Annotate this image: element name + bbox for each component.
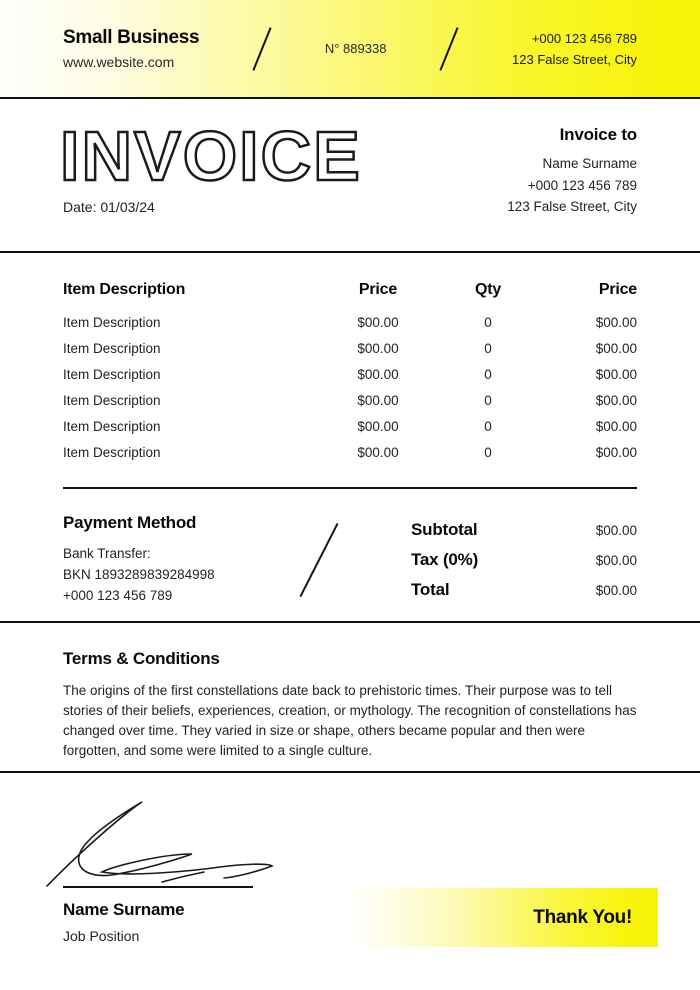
- column-header-total: Price: [598, 281, 637, 298]
- header-divider-slash-1: [253, 27, 272, 70]
- item-description-cell: Item Description: [63, 392, 161, 408]
- item-description-cell: Item Description: [63, 366, 161, 382]
- item-total-cell: $00.00: [595, 444, 637, 460]
- total-row: [411, 575, 637, 605]
- signatory-title: Job Position: [63, 928, 140, 944]
- item-description-cell: Item Description: [63, 314, 161, 330]
- invoice-date: Date: 01/03/24: [63, 199, 155, 215]
- column-header-qty: Qty: [474, 281, 502, 298]
- item-price-cell: $00.00: [357, 444, 399, 460]
- recipient-name: Name Surname: [542, 156, 637, 171]
- page-title: INVOICE: [60, 117, 362, 195]
- tax-row: [411, 545, 637, 575]
- payment-line: Bank Transfer:: [63, 546, 151, 561]
- header: [0, 0, 700, 99]
- item-qty-cell: 0: [484, 314, 492, 330]
- payment-method-heading: Payment Method: [63, 513, 197, 532]
- signatory-name: Name Surname: [63, 900, 185, 919]
- item-qty-cell: 0: [484, 444, 492, 460]
- recipient-phone: +000 123 456 789: [527, 177, 637, 193]
- signature-underline: [63, 886, 253, 888]
- company-block: [63, 27, 199, 70]
- payment-line: +000 123 456 789: [63, 588, 173, 603]
- item-qty-cell: 0: [484, 392, 492, 408]
- item-total-cell: $00.00: [595, 314, 637, 330]
- invoice-to-block: [507, 125, 637, 218]
- items-section: [0, 253, 700, 623]
- item-qty-cell: 0: [484, 418, 492, 434]
- thank-you-banner: [350, 888, 658, 947]
- tax-label: Tax (0%): [411, 550, 479, 569]
- items-table-header: [63, 277, 637, 303]
- table-row: [63, 309, 637, 335]
- table-row: [63, 361, 637, 387]
- signature-icon: [42, 793, 282, 893]
- invoice-to-label: Invoice to: [559, 125, 637, 144]
- subtotal-label: Subtotal: [411, 520, 478, 539]
- subtotal-row: [411, 515, 637, 545]
- item-total-cell: $00.00: [595, 418, 637, 434]
- item-price-cell: $00.00: [357, 340, 399, 356]
- item-price-cell: $00.00: [357, 392, 399, 408]
- footer: [0, 773, 700, 988]
- item-total-cell: $00.00: [595, 366, 637, 382]
- invoice-number: N° 889338: [324, 41, 387, 56]
- payment-line: BKN 1893289839284998: [63, 567, 215, 582]
- table-row: [63, 387, 637, 413]
- company-phone: +000 123 456 789: [531, 30, 638, 46]
- item-total-cell: $00.00: [595, 340, 637, 356]
- company-website: www.website.com: [63, 54, 175, 70]
- payment-and-totals: [63, 513, 637, 606]
- item-price-cell: $00.00: [357, 314, 399, 330]
- recipient-address: 123 False Street, City: [507, 199, 637, 214]
- terms-heading: Terms & Conditions: [63, 649, 220, 668]
- table-row: [63, 439, 637, 465]
- table-row: [63, 413, 637, 439]
- thank-you-text: Thank You!: [533, 906, 632, 928]
- company-name: Small Business: [63, 27, 200, 48]
- title-section: [0, 99, 700, 253]
- terms-body: The origins of the first constellations date back to prehistoric times. Their purpose was to tell stories of their beliefs, experiences, creation, or mythology. The recognition of constellations has changed over time. They varied in size or shape, others became popular and then were forgotten, and some were limited to a single culture.: [63, 683, 637, 758]
- items-body: [0, 309, 700, 465]
- terms-section: [0, 623, 700, 773]
- table-row: [63, 335, 637, 361]
- item-description-cell: Item Description: [63, 418, 161, 434]
- subtotal-value: $00.00: [595, 522, 637, 538]
- company-address: 123 False Street, City: [512, 51, 638, 67]
- item-price-cell: $00.00: [357, 366, 399, 382]
- item-description-cell: Item Description: [63, 340, 161, 356]
- totals-block: [411, 513, 637, 606]
- item-qty-cell: 0: [484, 366, 492, 382]
- tax-value: $00.00: [595, 552, 637, 568]
- item-description-cell: Item Description: [63, 444, 161, 460]
- header-divider-slash-2: [440, 27, 459, 70]
- payment-method-block: [63, 513, 313, 606]
- table-bottom-divider: [63, 487, 637, 489]
- column-header-price: Price: [358, 281, 398, 298]
- item-qty-cell: 0: [484, 340, 492, 356]
- total-label: Total: [411, 580, 450, 599]
- company-contact-block: [512, 28, 637, 70]
- item-price-cell: $00.00: [357, 418, 399, 434]
- item-total-cell: $00.00: [595, 392, 637, 408]
- column-header-description: Item Description: [63, 281, 186, 298]
- total-value: $00.00: [595, 582, 637, 598]
